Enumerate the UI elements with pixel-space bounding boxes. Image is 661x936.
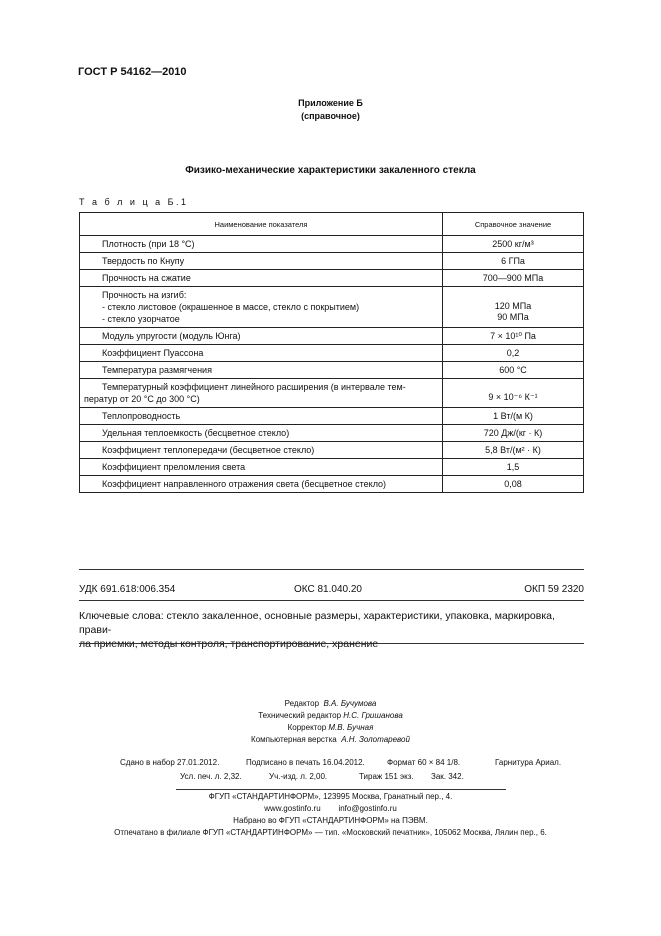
divider xyxy=(79,569,584,570)
table-row: Коэффициент Пуассона 0,2 xyxy=(80,345,584,362)
oks-code: ОКС 81.040.20 xyxy=(294,584,362,595)
appendix-heading xyxy=(0,97,661,123)
table-row: Твердость по Кнупу 6 ГПа xyxy=(80,253,584,270)
table-row: Температурный коэффициент линейного расширения (в интервале тем- ператур от 20 °С до 300 °С) 9 × 10⁻⁶ К⁻¹ xyxy=(80,379,584,408)
imprint: Редактор В.А. Бучумова Технический редактор Н.С. Гришанова Корректор М.В. Бучная Компьютерная верстка А.Н. Золотаревой xyxy=(251,699,410,744)
table-row: Плотность (при 18 °С) 2500 кг/м³ xyxy=(80,236,584,253)
document-id: ГОСТ Р 54162—2010 xyxy=(78,66,187,78)
keywords: Ключевые слова: стекло закаленное, основные размеры, характеристики, упаковка, маркировка, прави- ла приемки, методы контроля, транспортирование, хранение xyxy=(79,610,555,650)
table-row: Коэффициент направленного отражения света (бесцветное стекло) 0,08 xyxy=(80,476,584,493)
table-header-row xyxy=(80,213,584,236)
section-title: Физико-механические характеристики закаленного стекла xyxy=(185,165,476,176)
appendix-note: (справочное) xyxy=(301,111,360,121)
table-row: Теплопроводность 1 Вт/(м К) xyxy=(80,408,584,425)
appendix-title: Приложение Б xyxy=(298,98,363,108)
divider xyxy=(79,643,584,644)
udk-code: УДК 691.618:006.354 xyxy=(79,584,176,595)
table-row: Удельная теплоемкость (бесцветное стекло) 720 Дж/(кг · К) xyxy=(80,425,584,442)
table-row: Коэффициент теплопередачи (бесцветное стекло) 5,8 Вт/(м² · К) xyxy=(80,442,584,459)
header-name: Наименование показателя xyxy=(80,213,443,236)
divider xyxy=(79,600,584,601)
table-row: Прочность на сжатие 700—900 МПа xyxy=(80,270,584,287)
header-value: Справочное значение xyxy=(443,213,584,236)
publisher-footer: ФГУП «СТАНДАРТИНФОРМ», 123995 Москва, Гранатный пер., 4. www.gostinfo.ru info@gostinfo.ru Набрано во ФГУП «СТАНДАРТИНФОРМ» на ПЭВМ. Отпечатано в филиале ФГУП «СТАНДАРТИНФОРМ» — тип. «Московский печатник», 105062 Москва, Лялин пер., 6. xyxy=(114,792,547,837)
okp-code: ОКП 59 2320 xyxy=(524,584,584,595)
table-row: Прочность на изгиб: - стекло листовое (окрашенное в массе, стекло с покрытием) - стекло узорчатое 120 МПа 90 МПа xyxy=(80,287,584,328)
table-row: Коэффициент преломления света 1,5 xyxy=(80,459,584,476)
properties-table xyxy=(79,212,584,493)
table-row: Модуль упругости (модуль Юнга) 7 × 10¹⁰ Па xyxy=(80,328,584,345)
table-label: Т а б л и ц а Б.1 xyxy=(79,197,189,207)
divider xyxy=(176,789,506,790)
table-row: Температура размягчения 600 °С xyxy=(80,362,584,379)
